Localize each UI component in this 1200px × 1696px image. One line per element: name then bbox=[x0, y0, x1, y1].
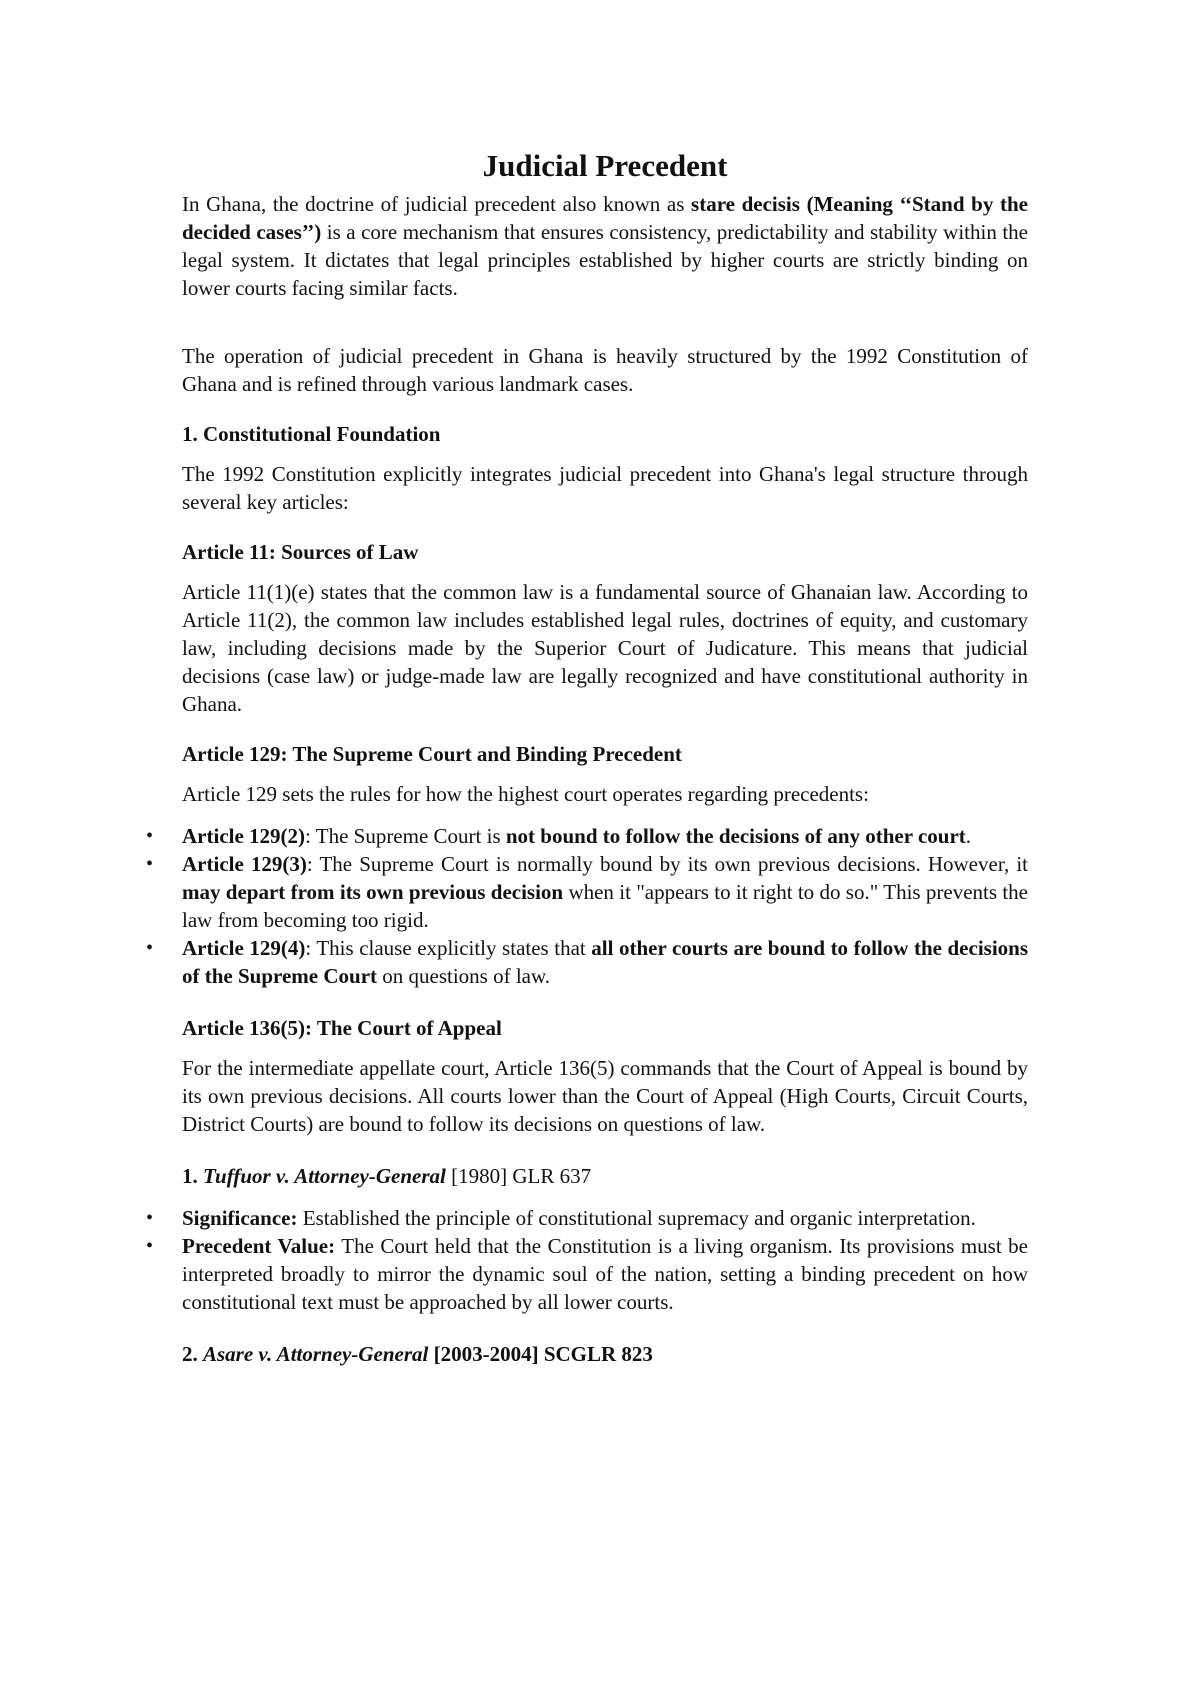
intro-text-a: In Ghana, the doctrine of judicial precedent also known as bbox=[182, 192, 692, 216]
case-1-heading bbox=[182, 1162, 1028, 1190]
list-item-precedent-value bbox=[146, 1232, 1029, 1316]
article-129-list bbox=[146, 822, 1029, 990]
list-item-text: . bbox=[965, 824, 972, 848]
list-item-label: Precedent Value: bbox=[182, 1234, 336, 1258]
document-page bbox=[146, 148, 1029, 1368]
bullet-icon: • bbox=[146, 1235, 154, 1257]
constitutional-foundation-text: The 1992 Constitution explicitly integrates judicial precedent into Ghana's legal structure through several key articles: bbox=[182, 462, 1028, 514]
bullet-icon: • bbox=[146, 853, 154, 875]
list-item-label: Article 129(3) bbox=[182, 852, 307, 876]
list-item-emphasis: may depart from its own previous decision bbox=[182, 880, 564, 904]
bullet-icon: • bbox=[146, 1207, 154, 1229]
list-item-emphasis: not bound to follow the decisions of any other court bbox=[505, 824, 966, 848]
case-2-heading bbox=[182, 1340, 1028, 1368]
stare-decisis-term: stare decisis (Meaning ‘‘Stand by the decided cases’’) bbox=[182, 192, 1028, 244]
article-136-heading: Article 136(5): The Court of Appeal bbox=[182, 1016, 502, 1040]
article-136-text: For the intermediate appellate court, Article 136(5) commands that the Court of Appeal is bound by its own previous decisions. All courts lower than the Court of Appeal (High Courts, Circuit Courts, District Courts) are bound to follow its decisions on questions of law. bbox=[182, 1056, 1028, 1136]
case-number: 2. bbox=[182, 1342, 203, 1366]
list-item-article-129-3 bbox=[146, 850, 1028, 934]
bullet-icon: • bbox=[146, 937, 154, 959]
case-1-list bbox=[146, 1204, 1029, 1316]
case-number: 1. bbox=[182, 1164, 203, 1188]
list-item-label: Significance: bbox=[182, 1206, 298, 1230]
article-129-text: Article 129 sets the rules for how the highest court operates regarding precedents: bbox=[182, 782, 869, 806]
bullet-icon: • bbox=[146, 825, 154, 847]
case-name: Asare v. Attorney-General bbox=[203, 1342, 429, 1366]
article-11-heading: Article 11: Sources of Law bbox=[182, 540, 419, 564]
case-citation: [1980] GLR 637 bbox=[445, 1164, 592, 1188]
list-item-article-129-4 bbox=[146, 934, 1029, 990]
case-citation: [2003-2004] SCGLR 823 bbox=[428, 1342, 653, 1366]
list-item-text: : The Supreme Court is normally bound by its own previous decisions. However, it bbox=[306, 852, 1028, 876]
list-item-text: The Court held that the Constitution is a living organism. Its provisions must be interpreted broadly to mirror the dynamic soul of the nation, setting a binding precedent on how constitutional text must be approached by all lower courts. bbox=[182, 1234, 1029, 1314]
list-item-text: : The Supreme Court is bbox=[305, 824, 506, 848]
list-item-label: Article 129(2) bbox=[182, 824, 306, 848]
operation-paragraph: The operation of judicial precedent in Ghana is heavily structured by the 1992 Constitution of Ghana and is refined through various landmark cases. bbox=[182, 344, 1028, 396]
list-item-text: when it "appears to it right to do so." This prevents the law from becoming too rigid. bbox=[182, 880, 1028, 932]
list-item-emphasis: all other courts are bound to follow the decisions of the Supreme Court bbox=[182, 936, 1029, 988]
intro-paragraph bbox=[182, 190, 1028, 302]
list-item-text: Established the principle of constitutional supremacy and organic interpretation. bbox=[297, 1206, 976, 1230]
list-item-text: on questions of law. bbox=[377, 964, 551, 988]
page-title: Judicial Precedent bbox=[482, 148, 728, 183]
intro-text-c: is a core mechanism that ensures consistency, predictability and stability within the legal system. It dictates that legal principles established by higher courts are strictly binding on lower courts facing similar facts. bbox=[182, 220, 1028, 300]
list-item-article-129-2 bbox=[146, 822, 1028, 850]
list-item-text: : This clause explicitly states that bbox=[305, 936, 592, 960]
article-11-text: Article 11(1)(e) states that the common law is a fundamental source of Ghanaian law. According to Article 11(2), the common law includes established legal rules, doctrines of equity, and customary law, including decisions made by the Superior Court of Judicature. This means that judicial decisions (case law) or judge-made law are legally recognized and have constitutional authority in Ghana. bbox=[182, 580, 1028, 716]
section-heading-constitutional-foundation: 1. Constitutional Foundation bbox=[182, 422, 441, 446]
article-129-heading: Article 129: The Supreme Court and Binding Precedent bbox=[182, 742, 682, 766]
list-item-significance bbox=[146, 1204, 1028, 1232]
case-name: Tuffuor v. Attorney-General bbox=[203, 1164, 446, 1188]
list-item-label: Article 129(4) bbox=[182, 936, 306, 960]
